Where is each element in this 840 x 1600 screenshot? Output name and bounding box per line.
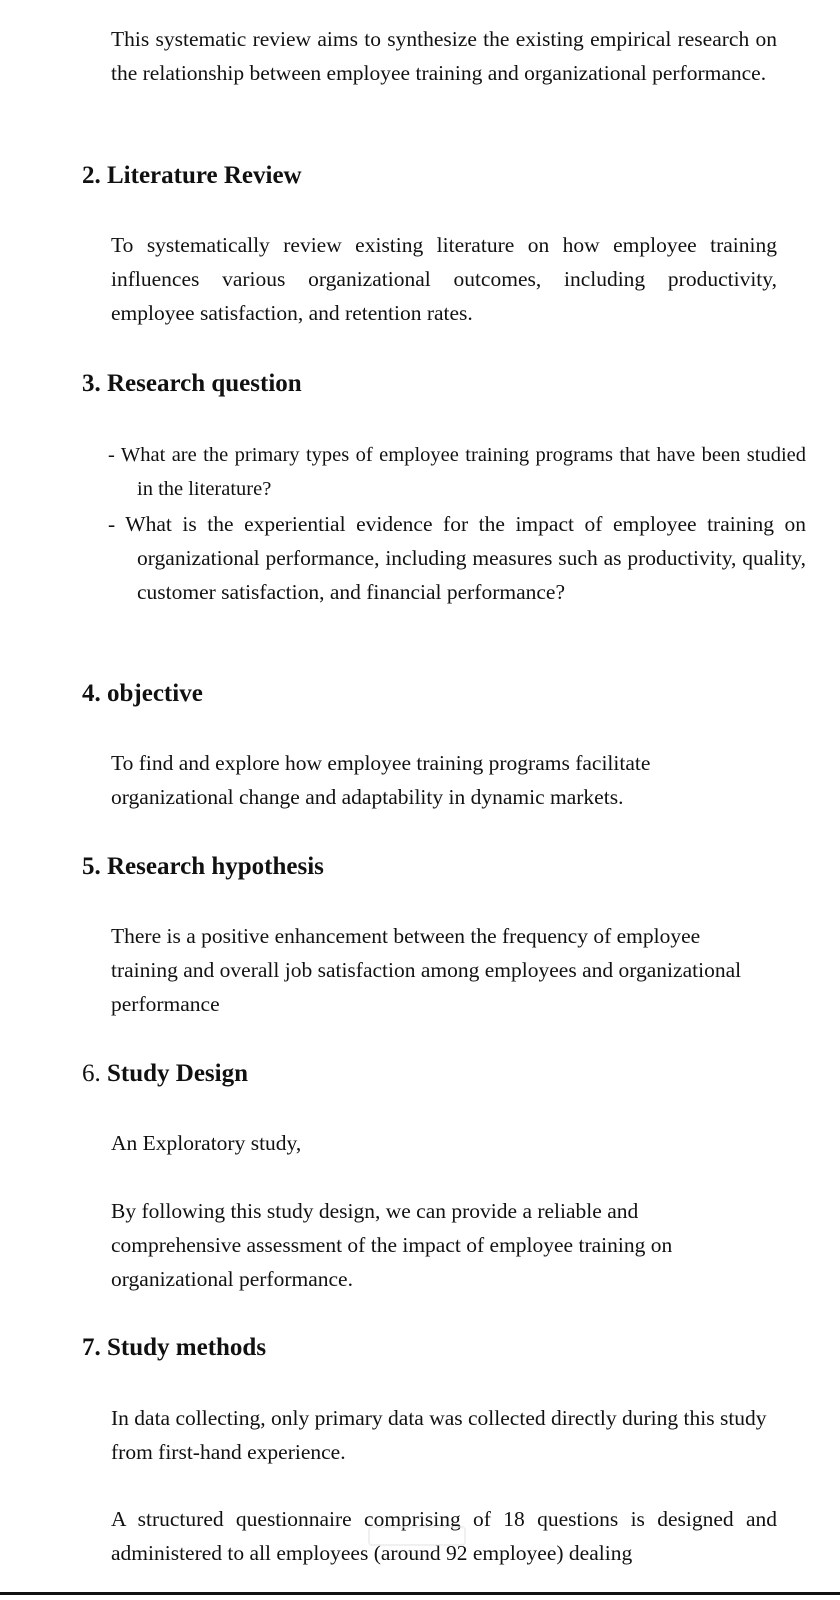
intro-paragraph: This systematic review aims to synthesize the existing empirical research on the relationship between employee training and organizational performance.	[111, 27, 777, 85]
section-number: 3.	[82, 370, 101, 397]
section-heading-objective	[82, 678, 203, 710]
section-title: Research question	[107, 370, 302, 397]
section-number: 7.	[82, 1334, 101, 1361]
section-title: Study methods	[107, 1334, 267, 1361]
research-question-item: - What are the primary types of employee training programs that have been studied in the literature?	[108, 444, 806, 500]
section-heading-research-hypothesis	[82, 851, 324, 883]
study-methods-paragraph-2: A structured questionnaire comprising of 18 questions is designed and administered to all employees (around 92 employee) dealing	[111, 1507, 777, 1565]
section-title: objective	[107, 680, 203, 707]
section-number: 4.	[82, 680, 101, 707]
research-hypothesis-paragraph: There is a positive enhancement between the frequency of employee training and overall job satisfaction among employees and organizational performance	[111, 924, 742, 1016]
objective-paragraph: To find and explore how employee training programs facilitate organizational change and adaptability in dynamic markets.	[111, 751, 651, 809]
section-title: Research hypothesis	[107, 853, 324, 880]
section-heading-literature-review	[82, 160, 302, 192]
section-heading-study-design	[82, 1058, 248, 1090]
section-number: 5.	[82, 853, 101, 880]
research-question-item: - What is the experiential evidence for the impact of employee training on organizational performance, including measures such as productivity, quality, customer satisfaction, and financial performance?	[108, 512, 806, 604]
section-heading-research-question	[82, 368, 302, 400]
section-number: 2.	[82, 162, 101, 189]
page-bottom-rule	[0, 1592, 840, 1595]
study-design-paragraph-2: By following this study design, we can provide a reliable and comprehensive assessment of the impact of employee training on organizational performance.	[111, 1199, 673, 1291]
study-methods-paragraph: In data collecting, only primary data was collected directly during this study from first-hand experience.	[111, 1406, 767, 1464]
section-number: 6.	[82, 1060, 101, 1087]
study-design-paragraph: An Exploratory study,	[111, 1131, 302, 1155]
literature-review-paragraph: To systematically review existing literature on how employee training influences various organizational outcomes, including productivity, employee satisfaction, and retention rates.	[111, 233, 777, 325]
section-title: Study Design	[107, 1060, 249, 1087]
section-title: Literature Review	[107, 162, 302, 189]
watermark-logo	[368, 1526, 466, 1546]
section-heading-study-methods	[82, 1332, 266, 1364]
